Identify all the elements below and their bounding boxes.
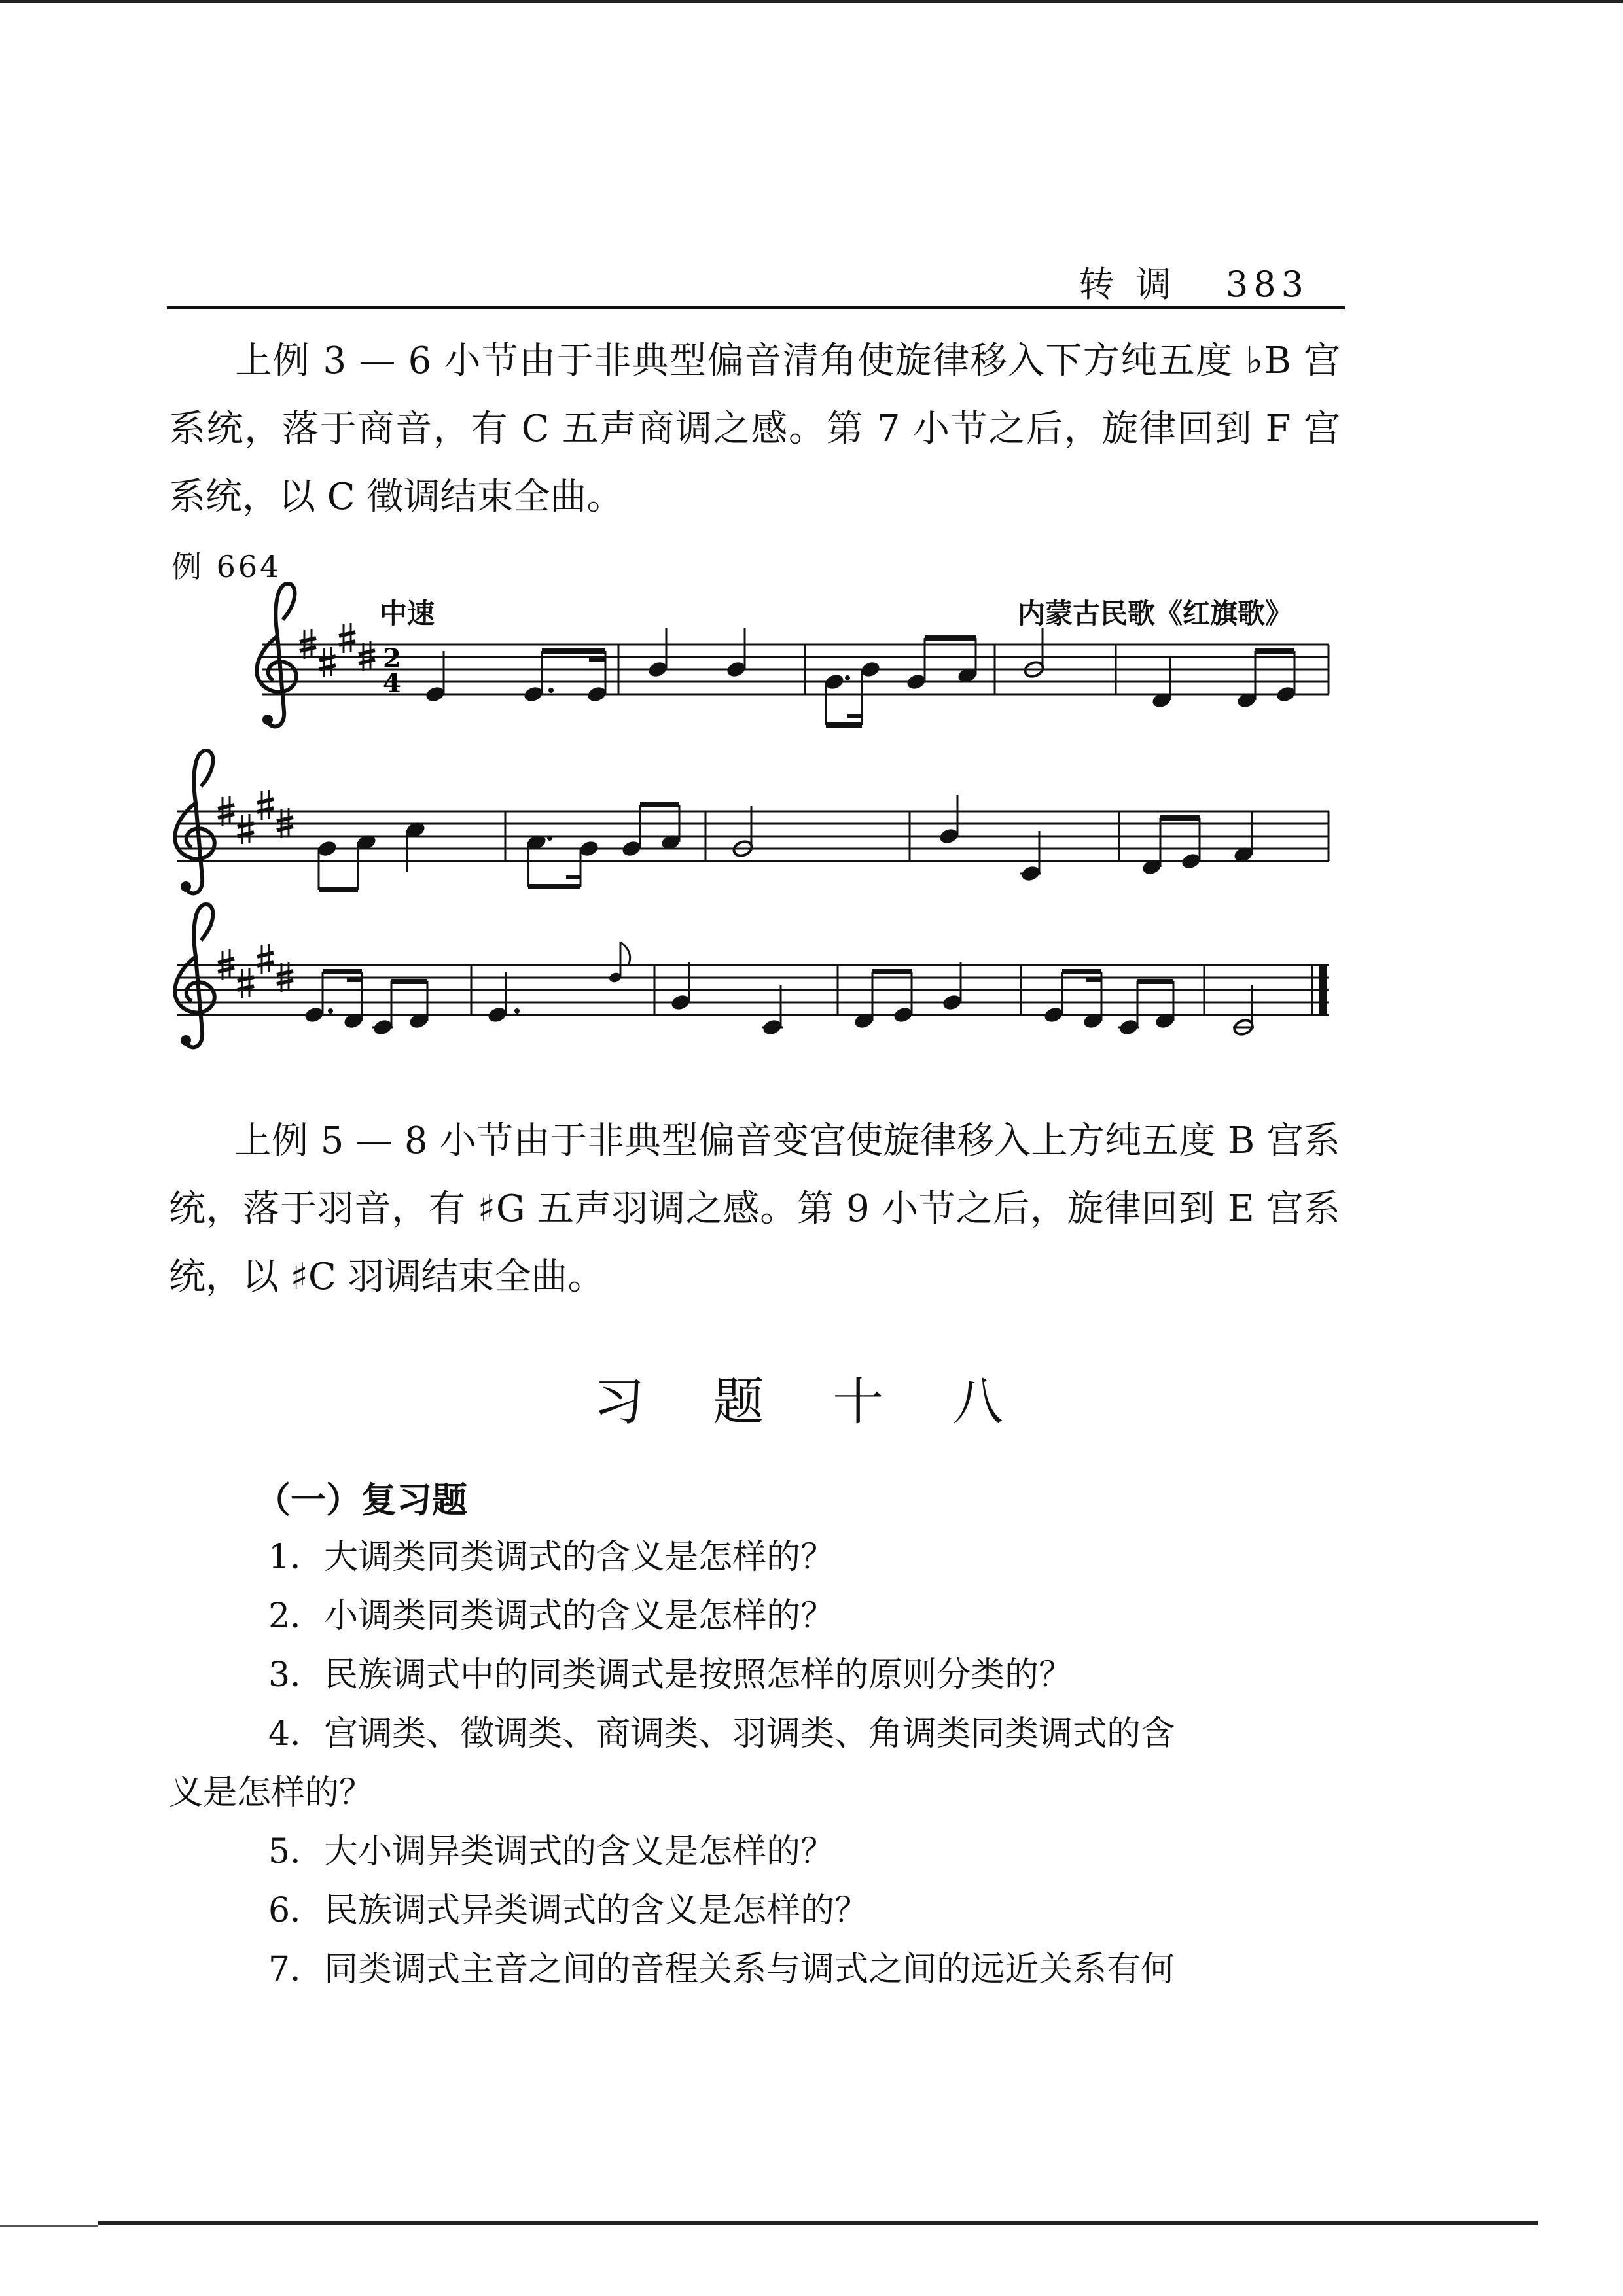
staff-2	[175, 751, 1329, 893]
question-7: 7．同类调式主音之间的音程关系与调式之间的远近关系有何	[268, 1950, 1175, 1989]
question-2: 2．小调类同类调式的含义是怎样的？	[268, 1597, 835, 1636]
paragraph-1: 上例 3 — 6 小节由于非典型偏音清角使旋律移入下方纯五度 ♭B 宫系统，落于商音，有 C 五声商调之感。第 7 小节之后，旋律回到 F 宫系统，以 C 徵调结束全曲。	[169, 340, 1340, 518]
treble-clef-icon	[175, 904, 214, 1047]
time-signature-bottom: 4	[383, 668, 401, 699]
staff-1	[257, 584, 1329, 726]
bottom-rule-fragment	[0, 2225, 98, 2227]
question-4-continued: 义是怎样的？	[169, 1773, 374, 1812]
question-5: 5．大小调异类调式的含义是怎样的？	[268, 1832, 835, 1871]
question-6: 6．民族调式异类调式的含义是怎样的？	[268, 1891, 869, 1930]
staff-3	[175, 904, 1329, 1047]
question-4: 4．宫调类、徵调类、商调类、羽调类、角调类同类调式的含	[268, 1714, 1175, 1754]
time-signature-top: 2	[383, 643, 401, 674]
example-label: 例 664	[171, 549, 282, 584]
paragraph-2: 上例 5 — 8 小节由于非典型偏音变宫使旋律移入上方纯五度 B 宫系统，落于羽音，有 ♯G 五声羽调之感。第 9 小节之后，旋律回到 E 宫系统，以 ♯C 羽调结束全曲。	[169, 1120, 1340, 1298]
treble-clef-icon	[175, 751, 214, 893]
running-title: 转 调	[1079, 264, 1177, 305]
question-3: 3．民族调式中的同类调式是按照怎样的原则分类的？	[268, 1655, 1073, 1695]
page-number: 383	[1225, 264, 1309, 305]
bottom-rule	[98, 2221, 1538, 2225]
section-title: 习 题 十 八	[593, 1373, 1030, 1432]
section-subhead: （一）复习题	[255, 1479, 467, 1521]
tempo-marking: 中速	[380, 597, 435, 629]
song-source: 内蒙古民歌《红旗歌》	[1017, 597, 1293, 629]
music-score	[0, 0, 1623, 1080]
question-1: 1．大调类同类调式的含义是怎样的？	[268, 1538, 835, 1577]
treble-clef-icon	[257, 584, 296, 726]
